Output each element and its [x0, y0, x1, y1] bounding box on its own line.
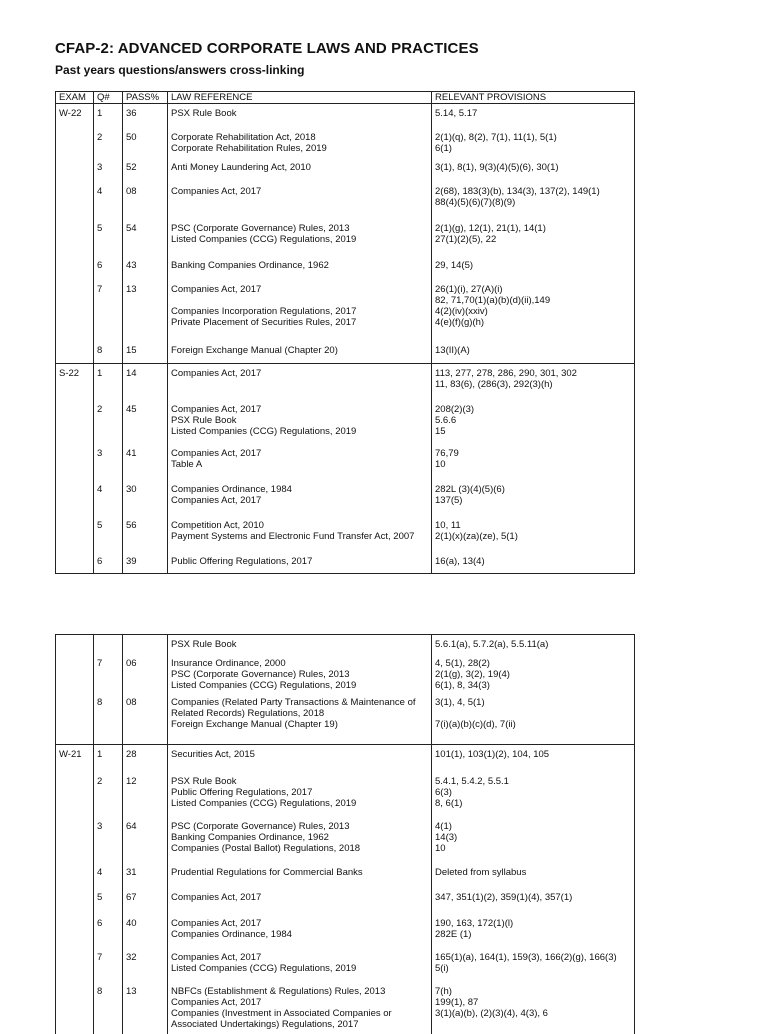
pass-cell: 36	[123, 104, 168, 129]
exam-cell: W-21	[56, 745, 94, 773]
provision-line: 6(1)	[435, 143, 631, 154]
law-reference-cell	[168, 948, 432, 982]
exam-cell	[56, 982, 94, 1034]
provisions-cell	[432, 480, 635, 516]
exam-cell: S-22	[56, 364, 94, 401]
pass-cell: 43	[123, 256, 168, 280]
exam-cell	[56, 400, 94, 444]
document-title: CFAP-2: ADVANCED CORPORATE LAWS AND PRACTICES	[55, 40, 479, 57]
law-reference-line: Companies (Related Party Transactions & Maintenance of	[171, 697, 428, 708]
column-header-law: LAW REFERENCE	[168, 92, 432, 104]
question-cell: 5	[94, 516, 123, 552]
table-row	[56, 982, 635, 1034]
exam-cell	[56, 948, 94, 982]
law-reference-cell	[168, 654, 432, 693]
column-header-exam: EXAM	[56, 92, 94, 104]
provision-line: 3(1), 8(1), 9(3)(4)(5)(6), 30(1)	[435, 162, 631, 173]
law-reference-cell	[168, 182, 432, 219]
provision-line: 8, 6(1)	[435, 798, 631, 809]
table-row	[56, 817, 635, 863]
exam-cell	[56, 444, 94, 480]
law-reference-cell	[168, 256, 432, 280]
provisions-cell	[432, 364, 635, 401]
law-reference-cell	[168, 364, 432, 401]
table-row	[56, 863, 635, 888]
law-reference-line: Companies Act, 2017	[171, 186, 428, 197]
exam-cell	[56, 516, 94, 552]
question-cell: 1	[94, 745, 123, 773]
law-reference-line: Listed Companies (CCG) Regulations, 2019	[171, 426, 428, 437]
provisions-cell	[432, 400, 635, 444]
table-row	[56, 341, 635, 364]
question-cell: 3	[94, 158, 123, 182]
table-row	[56, 280, 635, 341]
pass-cell: 14	[123, 364, 168, 401]
table-body	[56, 104, 635, 574]
law-reference-cell	[168, 128, 432, 158]
law-reference-cell	[168, 552, 432, 574]
law-reference-cell	[168, 635, 432, 655]
exam-cell	[56, 480, 94, 516]
law-reference-line: Associated Undertakings) Regulations, 2017	[171, 1019, 428, 1030]
law-reference-line: Table A	[171, 459, 428, 470]
law-reference-cell	[168, 480, 432, 516]
law-reference-line: Companies Act, 2017	[171, 952, 428, 963]
pass-cell: 06	[123, 654, 168, 693]
law-reference-cell	[168, 888, 432, 914]
column-header-q: Q#	[94, 92, 123, 104]
provision-line: 7(h)	[435, 986, 631, 997]
exam-cell	[56, 256, 94, 280]
table-row	[56, 158, 635, 182]
table-row	[56, 480, 635, 516]
provision-line: 10	[435, 843, 631, 854]
table-row	[56, 364, 635, 401]
law-reference-cell	[168, 516, 432, 552]
provision-line: 16(a), 13(4)	[435, 556, 631, 567]
provision-line: 113, 277, 278, 286, 290, 301, 302	[435, 368, 631, 379]
exam-cell	[56, 341, 94, 364]
question-cell: 2	[94, 400, 123, 444]
provision-line: 2(68), 183(3)(b), 134(3), 137(2), 149(1)	[435, 186, 631, 197]
provision-line: 88(4)(5)(6)(7)(8)(9)	[435, 197, 631, 208]
law-reference-line: Companies (Investment in Associated Companies or	[171, 1008, 428, 1019]
law-reference-line: Anti Money Laundering Act, 2010	[171, 162, 428, 173]
question-cell: 4	[94, 480, 123, 516]
provision-line	[435, 1019, 631, 1030]
provision-line	[435, 708, 631, 719]
law-reference-cell	[168, 693, 432, 745]
provision-line: 282E (1)	[435, 929, 631, 940]
pass-cell: 31	[123, 863, 168, 888]
provisions-cell	[432, 341, 635, 364]
provision-line: 165(1)(a), 164(1), 159(3), 166(2)(g), 166(3)	[435, 952, 631, 963]
table-row	[56, 182, 635, 219]
table-row	[56, 256, 635, 280]
provision-line: 5(i)	[435, 963, 631, 974]
provision-line: 2(1(g), 3(2), 19(4)	[435, 669, 631, 680]
provisions-cell	[432, 158, 635, 182]
pass-cell: 45	[123, 400, 168, 444]
provision-line: 7(i)(a)(b)(c)(d), 7(ii)	[435, 719, 631, 730]
law-reference-cell	[168, 158, 432, 182]
pass-cell: 13	[123, 280, 168, 341]
law-reference-line: Competition Act, 2010	[171, 520, 428, 531]
provision-line: 4(2)(iv)(xxiv)	[435, 306, 631, 317]
exam-cell	[56, 182, 94, 219]
law-reference-line: Corporate Rehabilitation Act, 2018	[171, 132, 428, 143]
law-reference-line: Companies Act, 2017	[171, 404, 428, 415]
law-reference-line: PSX Rule Book	[171, 776, 428, 787]
law-reference-line: PSC (Corporate Governance) Rules, 2013	[171, 223, 428, 234]
provisions-cell	[432, 182, 635, 219]
exam-cell: W-22	[56, 104, 94, 129]
table-row	[56, 128, 635, 158]
law-reference-cell	[168, 219, 432, 256]
law-reference-cell	[168, 982, 432, 1034]
provisions-cell	[432, 863, 635, 888]
provision-line: Deleted from syllabus	[435, 867, 631, 878]
question-cell: 4	[94, 863, 123, 888]
law-reference-line: PSC (Corporate Governance) Rules, 2013	[171, 821, 428, 832]
law-reference-line: Companies Act, 2017	[171, 997, 428, 1008]
table-row	[56, 552, 635, 574]
law-reference-cell	[168, 104, 432, 129]
law-reference-line: NBFCs (Establishment & Regulations) Rules, 2013	[171, 986, 428, 997]
pass-cell: 08	[123, 693, 168, 745]
law-reference-line: Prudential Regulations for Commercial Banks	[171, 867, 428, 878]
provision-line: 82, 71,70(1)(a)(b)(d)(ii),149	[435, 295, 631, 306]
provisions-cell	[432, 888, 635, 914]
exam-cell	[56, 280, 94, 341]
law-reference-line: Securities Act, 2015	[171, 749, 428, 760]
provision-line: 26(1)(i), 27(A)(i)	[435, 284, 631, 295]
question-cell: 3	[94, 444, 123, 480]
provisions-cell	[432, 982, 635, 1034]
law-reference-line: PSC (Corporate Governance) Rules, 2013	[171, 669, 428, 680]
question-cell: 6	[94, 256, 123, 280]
provisions-cell	[432, 444, 635, 480]
pass-cell	[123, 635, 168, 655]
provisions-cell	[432, 745, 635, 773]
provision-line: 4(1)	[435, 821, 631, 832]
law-reference-line: Public Offering Regulations, 2017	[171, 556, 428, 567]
provision-line: 13(II)(A)	[435, 345, 631, 356]
provisions-cell	[432, 104, 635, 129]
provision-line: 2(1)(g), 12(1), 21(1), 14(1)	[435, 223, 631, 234]
law-reference-line: PSX Rule Book	[171, 415, 428, 426]
law-reference-cell	[168, 280, 432, 341]
question-cell: 4	[94, 182, 123, 219]
table-row	[56, 772, 635, 817]
exam-cell	[56, 635, 94, 655]
provisions-cell	[432, 128, 635, 158]
pass-cell: 30	[123, 480, 168, 516]
provision-line: 10, 11	[435, 520, 631, 531]
pass-cell: 39	[123, 552, 168, 574]
provision-line: 6(3)	[435, 787, 631, 798]
provision-line: 5.6.6	[435, 415, 631, 426]
law-reference-cell	[168, 400, 432, 444]
table-row	[56, 654, 635, 693]
pass-cell: 67	[123, 888, 168, 914]
exam-cell	[56, 888, 94, 914]
pass-cell: 41	[123, 444, 168, 480]
provision-line: 199(1), 87	[435, 997, 631, 1008]
question-cell: 8	[94, 982, 123, 1034]
provisions-cell	[432, 817, 635, 863]
provisions-cell	[432, 914, 635, 948]
pass-cell: 52	[123, 158, 168, 182]
column-header-provisions: RELEVANT PROVISIONS	[432, 92, 635, 104]
provisions-cell	[432, 693, 635, 745]
law-reference-line: Companies (Postal Ballot) Regulations, 2018	[171, 843, 428, 854]
law-reference-line: Banking Companies Ordinance, 1962	[171, 832, 428, 843]
provision-line: 11, 83(6), (286(3), 292(3)(h)	[435, 379, 631, 390]
table-row	[56, 914, 635, 948]
exam-cell	[56, 219, 94, 256]
exam-cell	[56, 158, 94, 182]
exam-cell	[56, 914, 94, 948]
provisions-cell	[432, 635, 635, 655]
provision-line: 3(1), 4, 5(1)	[435, 697, 631, 708]
law-reference-line: Foreign Exchange Manual (Chapter 19)	[171, 719, 428, 730]
law-reference-line: Related Records) Regulations, 2018	[171, 708, 428, 719]
law-reference-line: Insurance Ordinance, 2000	[171, 658, 428, 669]
question-cell: 8	[94, 341, 123, 364]
provision-line: 5.4.1, 5.4.2, 5.5.1	[435, 776, 631, 787]
pass-cell: 28	[123, 745, 168, 773]
law-reference-line: Listed Companies (CCG) Regulations, 2019	[171, 680, 428, 691]
law-reference-line: PSX Rule Book	[171, 108, 428, 119]
law-reference-cell	[168, 863, 432, 888]
law-reference-line: Corporate Rehabilitation Rules, 2019	[171, 143, 428, 154]
law-reference-line: Banking Companies Ordinance, 1962	[171, 260, 428, 271]
table-row	[56, 888, 635, 914]
exam-cell	[56, 128, 94, 158]
question-cell: 7	[94, 280, 123, 341]
pass-cell: 56	[123, 516, 168, 552]
provisions-cell	[432, 948, 635, 982]
law-reference-cell	[168, 772, 432, 817]
question-cell: 7	[94, 654, 123, 693]
pass-cell: 13	[123, 982, 168, 1034]
law-reference-line: Companies Act, 2017	[171, 284, 428, 295]
law-reference-cell	[168, 745, 432, 773]
pass-cell: 64	[123, 817, 168, 863]
question-cell: 2	[94, 772, 123, 817]
question-cell: 5	[94, 888, 123, 914]
provision-line: 3(1)(a)(b), (2)(3)(4), 4(3), 6	[435, 1008, 631, 1019]
provisions-cell	[432, 772, 635, 817]
cross-link-table-2	[55, 634, 635, 1034]
law-reference-line: Listed Companies (CCG) Regulations, 2019	[171, 234, 428, 245]
exam-cell	[56, 817, 94, 863]
exam-cell	[56, 552, 94, 574]
provision-line: 4(e)(f)(g)(h)	[435, 317, 631, 328]
provision-line: 15	[435, 426, 631, 437]
pass-cell: 08	[123, 182, 168, 219]
pass-cell: 40	[123, 914, 168, 948]
table-row	[56, 693, 635, 745]
law-reference-line: Companies Act, 2017	[171, 918, 428, 929]
provision-line: 190, 163, 172(1)(l)	[435, 918, 631, 929]
cross-link-table-1	[55, 91, 635, 574]
provision-line: 4, 5(1), 28(2)	[435, 658, 631, 669]
provision-line: 29, 14(5)	[435, 260, 631, 271]
table-row	[56, 745, 635, 773]
provision-line: 2(1)(q), 8(2), 7(1), 11(1), 5(1)	[435, 132, 631, 143]
law-reference-line: Payment Systems and Electronic Fund Transfer Act, 2007	[171, 531, 428, 542]
law-reference-cell	[168, 341, 432, 364]
table-row	[56, 948, 635, 982]
question-cell: 5	[94, 219, 123, 256]
provision-line: 5.14, 5.17	[435, 108, 631, 119]
provisions-cell	[432, 256, 635, 280]
provision-line: 14(3)	[435, 832, 631, 843]
provision-line: 137(5)	[435, 495, 631, 506]
table-row	[56, 444, 635, 480]
pass-cell: 32	[123, 948, 168, 982]
provision-line: 27(1)(2)(5), 22	[435, 234, 631, 245]
table-header-row	[56, 92, 635, 104]
question-cell	[94, 635, 123, 655]
provision-line: 6(1), 8, 34(3)	[435, 680, 631, 691]
column-header-pass: PASS%	[123, 92, 168, 104]
question-cell: 6	[94, 552, 123, 574]
pass-cell: 15	[123, 341, 168, 364]
law-reference-line: Companies Ordinance, 1984	[171, 484, 428, 495]
provision-line: 208(2)(3)	[435, 404, 631, 415]
exam-cell	[56, 654, 94, 693]
law-reference-line: Companies Act, 2017	[171, 368, 428, 379]
provisions-cell	[432, 516, 635, 552]
table-row	[56, 400, 635, 444]
law-reference-line: Companies Act, 2017	[171, 448, 428, 459]
exam-cell	[56, 863, 94, 888]
law-reference-line: Private Placement of Securities Rules, 2017	[171, 317, 428, 328]
law-reference-line	[171, 295, 428, 306]
question-cell: 1	[94, 364, 123, 401]
question-cell: 7	[94, 948, 123, 982]
exam-cell	[56, 693, 94, 745]
law-reference-cell	[168, 914, 432, 948]
provision-line: 101(1), 103(1)(2), 104, 105	[435, 749, 631, 760]
provisions-cell	[432, 552, 635, 574]
law-reference-line: Companies Act, 2017	[171, 495, 428, 506]
provision-line: 10	[435, 459, 631, 470]
law-reference-line: Companies Act, 2017	[171, 892, 428, 903]
law-reference-cell	[168, 817, 432, 863]
pass-cell: 12	[123, 772, 168, 817]
law-reference-line: PSX Rule Book	[171, 639, 428, 650]
provision-line: 5.6.1(a), 5.7.2(a), 5.5.11(a)	[435, 639, 631, 650]
provision-line: 2(1)(x)(za)(ze), 5(1)	[435, 531, 631, 542]
question-cell: 2	[94, 128, 123, 158]
question-cell: 6	[94, 914, 123, 948]
table-row	[56, 635, 635, 655]
provision-line: 76,79	[435, 448, 631, 459]
law-reference-line: Listed Companies (CCG) Regulations, 2019	[171, 963, 428, 974]
document-subtitle: Past years questions/answers cross-linking	[55, 63, 304, 77]
provision-line: 347, 351(1)(2), 359(1)(4), 357(1)	[435, 892, 631, 903]
law-reference-line: Companies Incorporation Regulations, 2017	[171, 306, 428, 317]
provisions-cell	[432, 219, 635, 256]
question-cell: 8	[94, 693, 123, 745]
table-body	[56, 635, 635, 1034]
exam-cell	[56, 772, 94, 817]
table-row	[56, 219, 635, 256]
table-row	[56, 516, 635, 552]
law-reference-line: Foreign Exchange Manual (Chapter 20)	[171, 345, 428, 356]
provisions-cell	[432, 654, 635, 693]
pass-cell: 50	[123, 128, 168, 158]
question-cell: 1	[94, 104, 123, 129]
law-reference-cell	[168, 444, 432, 480]
law-reference-line: Public Offering Regulations, 2017	[171, 787, 428, 798]
provisions-cell	[432, 280, 635, 341]
provision-line: 282L (3)(4)(5)(6)	[435, 484, 631, 495]
question-cell: 3	[94, 817, 123, 863]
law-reference-line: Listed Companies (CCG) Regulations, 2019	[171, 798, 428, 809]
law-reference-line: Companies Ordinance, 1984	[171, 929, 428, 940]
table-row	[56, 104, 635, 129]
pass-cell: 54	[123, 219, 168, 256]
